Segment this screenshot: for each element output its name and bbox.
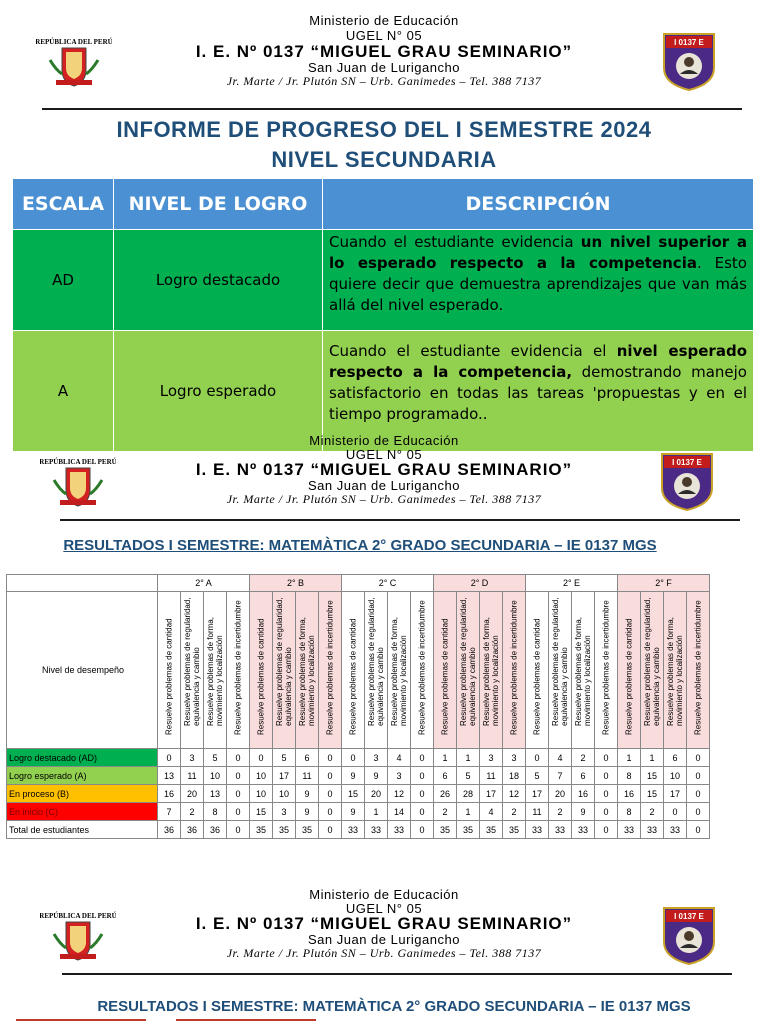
ministry-text: Ministerio de Educación <box>309 13 459 28</box>
grid-cell: 8 <box>618 767 641 785</box>
header-rule <box>62 973 732 975</box>
grid-cell: 3 <box>480 749 503 767</box>
grid-cell: 9 <box>365 767 388 785</box>
grid-cell: 20 <box>365 785 388 803</box>
grid-cell: 0 <box>664 803 687 821</box>
level-header: Nivel de desempeño <box>7 592 158 749</box>
competency-label: Resuelve problemas de regularidad, equivalencia y cambio <box>367 597 385 726</box>
grid-cell: 0 <box>595 749 618 767</box>
grid-cell: 26 <box>434 785 457 803</box>
competency-label: Resuelve problemas de regularidad, equivalencia y cambio <box>459 597 477 726</box>
ugel-text: UGEL N° 05 <box>345 901 423 916</box>
grid-cell: 0 <box>411 749 434 767</box>
grid-cell: 0 <box>158 749 181 767</box>
school-name: I. E. Nº 0137 “MIGUEL GRAU SEMINARIO” <box>195 460 573 479</box>
grid-cell: 0 <box>687 785 710 803</box>
grid-row <box>7 785 710 803</box>
school-badge-logo <box>656 450 718 512</box>
grid-cell: 10 <box>204 767 227 785</box>
grid-cell: 0 <box>411 821 434 839</box>
grid-cell: 17 <box>664 785 687 803</box>
grid-cell: 4 <box>549 749 572 767</box>
competency-header <box>618 592 641 749</box>
section-header: 2° F <box>618 575 710 592</box>
competency-header <box>549 592 572 749</box>
ugel-text: UGEL N° 05 <box>345 28 423 43</box>
grid-cell: 36 <box>181 821 204 839</box>
grid-cell: 17 <box>480 785 503 803</box>
scale-desc: Cuando el estudiante evidencia un nivel superior a lo esperado respecto a la competencia. Esto quiere decir que demuestra aprendizajes que van más allá del nivel esperado. <box>323 230 754 331</box>
grid-cell: 10 <box>273 785 296 803</box>
grid-cell: 0 <box>342 749 365 767</box>
grid-cell: 0 <box>687 821 710 839</box>
grid-cell: 5 <box>273 749 296 767</box>
grid-cell: 11 <box>296 767 319 785</box>
grid-cell: 3 <box>181 749 204 767</box>
grid-cell: 36 <box>204 821 227 839</box>
grid-cell: 13 <box>158 767 181 785</box>
svg-text:REPÚBLICA DEL PERÚ: REPÚBLICA DEL PERÚ <box>40 458 116 466</box>
grid-cell: 0 <box>227 803 250 821</box>
scale-nivel: Logro esperado <box>114 331 323 452</box>
grid-cell: 8 <box>204 803 227 821</box>
grid-cell: 11 <box>526 803 549 821</box>
grid-cell: 0 <box>227 785 250 803</box>
scale-row-ad <box>13 230 754 331</box>
school-name: I. E. Nº 0137 “MIGUEL GRAU SEMINARIO” <box>195 914 573 933</box>
grid-cell: 2 <box>572 749 595 767</box>
grid-cell: 33 <box>549 821 572 839</box>
level-label: En inicio (C) <box>7 803 158 821</box>
grid-cell: 11 <box>480 767 503 785</box>
results-grid <box>6 560 710 839</box>
grid-cell: 33 <box>641 821 664 839</box>
scale-table <box>12 178 754 452</box>
cut-table-top <box>176 1019 316 1026</box>
grid-cell: 35 <box>273 821 296 839</box>
competency-label: Resuelve problemas de forma, movimiento y localización <box>298 617 316 726</box>
competency-label: Resuelve problemas de cantidad <box>164 618 174 735</box>
competency-label: Resuelve problemas de cantidad <box>256 618 266 735</box>
competency-label: Resuelve problemas de regularidad, equivalencia y cambio <box>183 597 201 726</box>
grid-cell: 9 <box>342 803 365 821</box>
grid-cell: 6 <box>296 749 319 767</box>
grid-cell: 0 <box>411 785 434 803</box>
svg-text:I 0137 E: I 0137 E <box>672 458 702 467</box>
grid-cell: 3 <box>388 767 411 785</box>
competency-header <box>296 592 319 749</box>
competency-header <box>365 592 388 749</box>
competency-header <box>480 592 503 749</box>
grid-row <box>7 821 710 839</box>
grid-cell: 20 <box>181 785 204 803</box>
svg-text:I 0137 E: I 0137 E <box>674 912 704 921</box>
grid-cell: 0 <box>411 803 434 821</box>
section-header: 2° D <box>434 575 526 592</box>
grid-cell: 35 <box>434 821 457 839</box>
level-label: Logro destacado (AD) <box>7 749 158 767</box>
grid-cell: 4 <box>388 749 411 767</box>
ministry-text: Ministerio de Educación <box>309 887 459 902</box>
grid-cell: 0 <box>319 821 342 839</box>
grid-cell: 10 <box>250 767 273 785</box>
scale-nivel: Logro destacado <box>114 230 323 331</box>
competency-label: Resuelve problemas de cantidad <box>624 618 634 735</box>
competency-label: Resuelve problemas de forma, movimiento y localización <box>482 617 500 726</box>
competency-label: Resuelve problemas de incertidumbre <box>417 600 427 735</box>
grid-cell: 2 <box>181 803 204 821</box>
competency-label: Resuelve problemas de cantidad <box>348 618 358 735</box>
grid-cell: 1 <box>457 803 480 821</box>
grid-cell: 13 <box>204 785 227 803</box>
grid-cell: 0 <box>595 803 618 821</box>
grid-cell: 17 <box>273 767 296 785</box>
grid-row <box>7 803 710 821</box>
district-text: San Juan de Lurigancho <box>308 478 460 493</box>
grid-cell: 3 <box>273 803 296 821</box>
grid-cell: 4 <box>480 803 503 821</box>
grid-cell: 12 <box>503 785 526 803</box>
grid-cell: 33 <box>365 821 388 839</box>
grid-cell: 14 <box>388 803 411 821</box>
grid-cell: 0 <box>227 749 250 767</box>
grid-cell: 6 <box>664 749 687 767</box>
grid-cell: 1 <box>365 803 388 821</box>
grid-cell: 35 <box>480 821 503 839</box>
grid-cell: 0 <box>687 749 710 767</box>
grid-cell: 15 <box>342 785 365 803</box>
grid-cell: 0 <box>595 821 618 839</box>
grid-cell: 17 <box>526 785 549 803</box>
competency-header <box>503 592 526 749</box>
section-header: 2° E <box>526 575 618 592</box>
grid-cell: 6 <box>572 767 595 785</box>
grid-cell: 20 <box>549 785 572 803</box>
competency-header <box>181 592 204 749</box>
grid-cell: 0 <box>595 767 618 785</box>
grid-cell: 8 <box>618 803 641 821</box>
grid-cell: 0 <box>411 767 434 785</box>
competency-label: Resuelve problemas de incertidumbre <box>601 600 611 735</box>
school-badge-logo <box>658 30 720 92</box>
competency-header <box>342 592 365 749</box>
grid-cell: 9 <box>342 767 365 785</box>
level-label: Logro esperado (A) <box>7 767 158 785</box>
grid-cell: 6 <box>434 767 457 785</box>
grid-cell: 3 <box>503 749 526 767</box>
grid-cell: 5 <box>457 767 480 785</box>
competency-label: Resuelve problemas de forma, movimiento y localización <box>206 617 224 726</box>
grid-cell: 15 <box>641 785 664 803</box>
grid-cell: 33 <box>526 821 549 839</box>
level-label: Total de estudiantes <box>7 821 158 839</box>
header-rule <box>60 519 740 521</box>
grid-cell: 9 <box>296 803 319 821</box>
grid-cell: 2 <box>641 803 664 821</box>
grid-cell: 15 <box>641 767 664 785</box>
grid-cell: 0 <box>319 785 342 803</box>
grid-cell: 10 <box>664 767 687 785</box>
grid-cell: 0 <box>687 803 710 821</box>
school-name: I. E. Nº 0137 “MIGUEL GRAU SEMINARIO” <box>195 42 573 61</box>
competency-label: Resuelve problemas de forma, movimiento y localización <box>666 617 684 726</box>
competency-label: Resuelve problemas de forma, movimiento y localización <box>574 617 592 726</box>
competency-label: Resuelve problemas de regularidad, equivalencia y cambio <box>275 597 293 726</box>
competency-label: Resuelve problemas de incertidumbre <box>693 600 703 735</box>
grid-cell: 15 <box>250 803 273 821</box>
grid-cell: 35 <box>250 821 273 839</box>
competency-header <box>687 592 710 749</box>
scale-escala: A <box>13 331 114 452</box>
grid-cell: 10 <box>250 785 273 803</box>
competency-header <box>526 592 549 749</box>
grid-cell: 16 <box>572 785 595 803</box>
competency-header <box>641 592 664 749</box>
competency-label: Resuelve problemas de incertidumbre <box>233 600 243 735</box>
grid-cell: 3 <box>365 749 388 767</box>
grid-cell: 33 <box>388 821 411 839</box>
col-escala: ESCALA <box>13 179 114 230</box>
grid-cell: 0 <box>250 749 273 767</box>
competency-label: Resuelve problemas de cantidad <box>440 618 450 735</box>
section-header: 2° B <box>250 575 342 592</box>
grid-cell: 0 <box>319 749 342 767</box>
grid-row <box>7 749 710 767</box>
school-badge-logo <box>658 904 720 966</box>
grid-cell: 5 <box>204 749 227 767</box>
svg-text:REPÚBLICA DEL PERÚ: REPÚBLICA DEL PERÚ <box>36 38 112 46</box>
grid-cell: 1 <box>641 749 664 767</box>
address-text: Jr. Marte / Jr. Plutón SN – Urb. Ganimedes – Tel. 388 7137 <box>226 492 542 506</box>
grid-cell: 33 <box>618 821 641 839</box>
competency-label: Resuelve problemas de forma, movimiento y localización <box>390 617 408 726</box>
grid-cell: 2 <box>503 803 526 821</box>
competency-label: Resuelve problemas de incertidumbre <box>509 600 519 735</box>
competency-header <box>158 592 181 749</box>
grid-cell: 7 <box>158 803 181 821</box>
grid-cell: 33 <box>342 821 365 839</box>
col-descripcion: DESCRIPCIÓN <box>323 179 754 230</box>
grid-cell: 1 <box>457 749 480 767</box>
competency-label: Resuelve problemas de incertidumbre <box>325 600 335 735</box>
grid-cell: 35 <box>296 821 319 839</box>
grid-cell: 9 <box>296 785 319 803</box>
grid-cell: 2 <box>434 803 457 821</box>
svg-text:I 0137 E: I 0137 E <box>674 38 704 47</box>
report-title: INFORME DE PROGRESO DEL I SEMESTRE 2024 <box>116 117 652 142</box>
header-rule <box>42 108 742 110</box>
svg-text:REPÚBLICA DEL PERÚ: REPÚBLICA DEL PERÚ <box>40 912 116 920</box>
competency-header <box>434 592 457 749</box>
grid-corner <box>7 560 158 575</box>
competency-label: Resuelve problemas de regularidad, equivalencia y cambio <box>643 597 661 726</box>
scale-escala: AD <box>13 230 114 331</box>
competency-header <box>572 592 595 749</box>
grid-cell: 9 <box>572 803 595 821</box>
results-title: RESULTADOS I SEMESTRE: MATEMÀTICA 2° GRADO SECUNDARIA – IE 0137 MGS <box>63 537 657 554</box>
competency-header <box>457 592 480 749</box>
ugel-text: UGEL N° 05 <box>345 447 423 462</box>
ministry-text: Ministerio de Educación <box>309 433 459 448</box>
district-text: San Juan de Lurigancho <box>308 932 460 947</box>
grid-cell: 2 <box>549 803 572 821</box>
section-header: 2° A <box>158 575 250 592</box>
grid-blank <box>7 575 158 592</box>
results-title: RESULTADOS I SEMESTRE: MATEMÀTICA 2° GRADO SECUNDARIA – IE 0137 MGS <box>97 998 691 1015</box>
district-text: San Juan de Lurigancho <box>308 60 460 75</box>
grid-cell: 33 <box>572 821 595 839</box>
grid-cell: 12 <box>388 785 411 803</box>
competency-header <box>388 592 411 749</box>
grid-cell: 16 <box>618 785 641 803</box>
cut-table-top <box>16 1019 146 1026</box>
competency-label: Resuelve problemas de regularidad, equivalencia y cambio <box>551 597 569 726</box>
competency-label: Resuelve problemas de cantidad <box>532 618 542 735</box>
grid-cell: 33 <box>664 821 687 839</box>
competency-header <box>227 592 250 749</box>
grid-cell: 7 <box>549 767 572 785</box>
grid-row <box>7 767 710 785</box>
competency-header <box>664 592 687 749</box>
grid-cell: 0 <box>319 803 342 821</box>
grid-cell: 0 <box>595 785 618 803</box>
grid-cell: 0 <box>687 767 710 785</box>
grid-cell: 36 <box>158 821 181 839</box>
competency-header <box>319 592 342 749</box>
grid-cell: 0 <box>526 749 549 767</box>
grid-cell: 35 <box>457 821 480 839</box>
level-label: En proceso (B) <box>7 785 158 803</box>
section-header: 2° C <box>342 575 434 592</box>
grid-cell: 28 <box>457 785 480 803</box>
competency-header <box>250 592 273 749</box>
grid-cell: 18 <box>503 767 526 785</box>
competency-header <box>595 592 618 749</box>
grid-cell: 35 <box>503 821 526 839</box>
scale-desc: Cuando el estudiante evidencia el nivel esperado respecto a la competencia, demostrando manejo satisfactorio en todas las tareas 'propuestas y en el tiempo programado.. <box>323 331 754 452</box>
grid-cell: 0 <box>319 767 342 785</box>
competency-header <box>411 592 434 749</box>
grid-cell: 1 <box>434 749 457 767</box>
grid-cell: 16 <box>158 785 181 803</box>
address-text: Jr. Marte / Jr. Plutón SN – Urb. Ganimedes – Tel. 388 7137 <box>226 74 542 88</box>
grid-cell: 1 <box>618 749 641 767</box>
grid-cell: 0 <box>227 767 250 785</box>
grid-cell: 0 <box>227 821 250 839</box>
report-subtitle: NIVEL SECUNDARIA <box>271 147 497 172</box>
competency-header <box>273 592 296 749</box>
grid-cell: 11 <box>181 767 204 785</box>
address-text: Jr. Marte / Jr. Plutón SN – Urb. Ganimedes – Tel. 388 7137 <box>226 946 542 960</box>
grid-cell: 5 <box>526 767 549 785</box>
competency-header <box>204 592 227 749</box>
col-nivel: NIVEL DE LOGRO <box>114 179 323 230</box>
